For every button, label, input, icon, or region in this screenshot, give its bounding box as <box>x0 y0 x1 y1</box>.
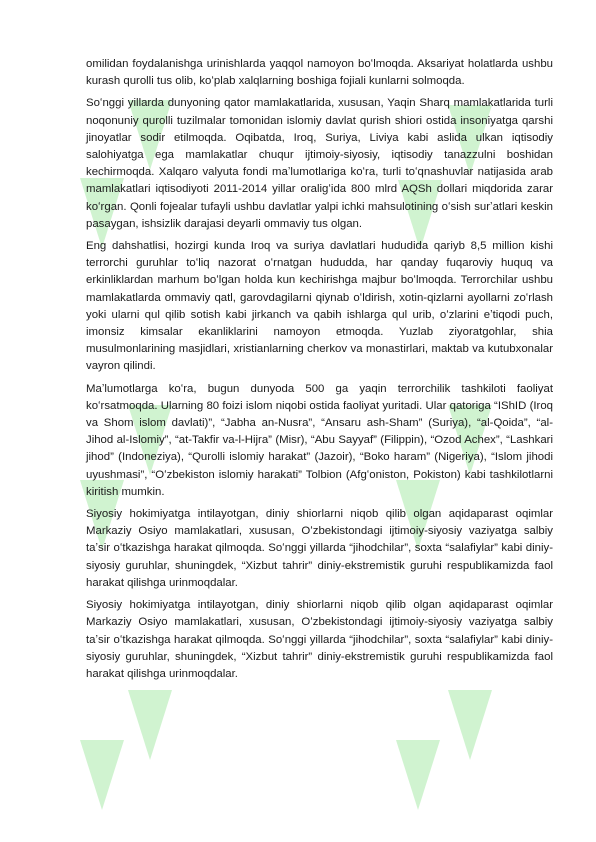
watermark-logo-icon <box>72 730 132 820</box>
watermark-logo-icon <box>440 680 500 770</box>
paragraph-6: Siyosiy hokimiyatga intilayotgan, diniy shiorlarni niqob qilib olgan aqidaparast oqimlar Markaziy Osiyo mamlakatlari, xususan, Oʻzbekistondagi ijtimoiy-siyosiy vaziyatga salbiy taʼsir oʻtkazishga harakat qilmoqda. Soʻnggi yillarda “jihodchilar”, soxta “salafiylar” kabi diniy-siyosiy guruhlar, shuningdek, “Xizbut tahrir” diniy-ekstremistik guruhi respublikamizda faol harakat qilishga urinmoqdalar. <box>86 599 553 680</box>
paragraph-2: Soʻnggi yillarda dunyoning qator mamlakatlarida, xususan, Yaqin Sharq mamlakatlarida turli noqonuniy qurolli tuzilmalar tomonidan islomiy davlat qurish shiori ostida insoniyatga qarshi jinoyatlar sodir etilmoqda. Oqibatda, Iroq, Suriya, Liviya kabi aslida ulkan iqtisodiy salohiyatga ega mamlakatlar chuqur ijtimoiy-siyosiy, iqtisodiy tanazzulni boshidan kechirmoqda. Xalqaro valyuta fondi maʼlumotlariga koʻra, turli toʻqnashuvlar natijasida arab mamlakatlari iqtisodiyoti 2011-2014 yillar oraligʻida 800 mlrd AQSh dollari miqdorida zarar koʻrgan. Qonli fojealar tufayli ushbu davlatlar yalpi ichki mahsulotining oʻsish surʼatlari keskin pasaygan, ishsizlik darajasi deyarli ommaviy tus olgan. <box>86 97 553 230</box>
paragraph-3: Eng dahshatlisi, hozirgi kunda Iroq va suriya davlatlari hududida qariyb 8,5 million kishi terrorchi guruhlar toʻliq nazorat oʻrnatgan hududda, har qanday fuqaroviy huquq va erkinliklardan marhum boʻlgan holda kun kechirishga majbur boʻlmoqda. Terrorchilar ushbu mamlakatlarda ommaviy qatl, garovdagilarni qiynab oʻldirish, xotin-qizlarni ayollarni zoʻrlash yoki ularni qul qilib sotish kabi jirkanch va qabih ishlarga qul urib, oʻzlarini eʼtiqodi puch, imonsiz kimsalar ekanliklarini namoyon etmoqda. Yuzlab ziyoratgohlar, shia musulmonlarining masjidlari, xristianlarning cherkov va monastirlari, maktab va kutubxonalar vayron qilindi. <box>86 240 553 373</box>
paragraph-5: Siyosiy hokimiyatga intilayotgan, diniy shiorlarni niqob qilib olgan aqidaparast oqimlar Markaziy Osiyo mamlakatlari, xususan, Oʻzbekistondagi ijtimoiy-siyosiy vaziyatga salbiy taʼsir oʻtkazishga harakat qilmoqda. Soʻnggi yillarda “jihodchilar”, soxta “salafiylar” kabi diniy-siyosiy guruhlar, shuningdek, “Xizbut tahrir” diniy-ekstremistik guruhi respublikamizda faol harakat qilishga urinmoqdalar. <box>86 508 553 589</box>
paragraph-1: omilidan foydalanishga urinishlarda yaqqol namoyon boʻlmoqda. Aksariyat holatlarda ushbu kurash qurolli tus olib, koʻplab xalqlarning boshiga fojiali kunlarni solmoqda. <box>86 58 553 88</box>
paragraph-4: Maʼlumotlarga koʻra, bugun dunyoda 500 ga yaqin terrorchilik tashkiloti faoliyat koʻrsatmoqda. Ularning 80 foizi islom niqobi ostida faoliyat yuritadi. Ular qatoriga “IShID (Iroq va Shom islom davlati)”, “Jabha an-Nusra”, “Ansaru ash-Sham” (Suriya), “al-Qoida”, “al-Jihod al-Islomiy”, “at-Takfir va-l-Hijra” (Misr), “Abu Sayyaf” (Filippin), “Ozod Achex”, “Lashkari jihod” (Indoneziya), “Qurolli islomiy harakat” (Jazoir), “Boko haram” (Nigeriya), “Islom jihodi uyushmasi”, “Oʻzbekiston islomiy harakati” Tolbion (Afgʻoniston, Pokiston) kabi tashkilotlarni kiritish mumkin. <box>86 382 553 498</box>
watermark-logo-icon <box>388 730 448 820</box>
document-body <box>86 56 553 688</box>
watermark-logo-icon <box>120 680 180 770</box>
